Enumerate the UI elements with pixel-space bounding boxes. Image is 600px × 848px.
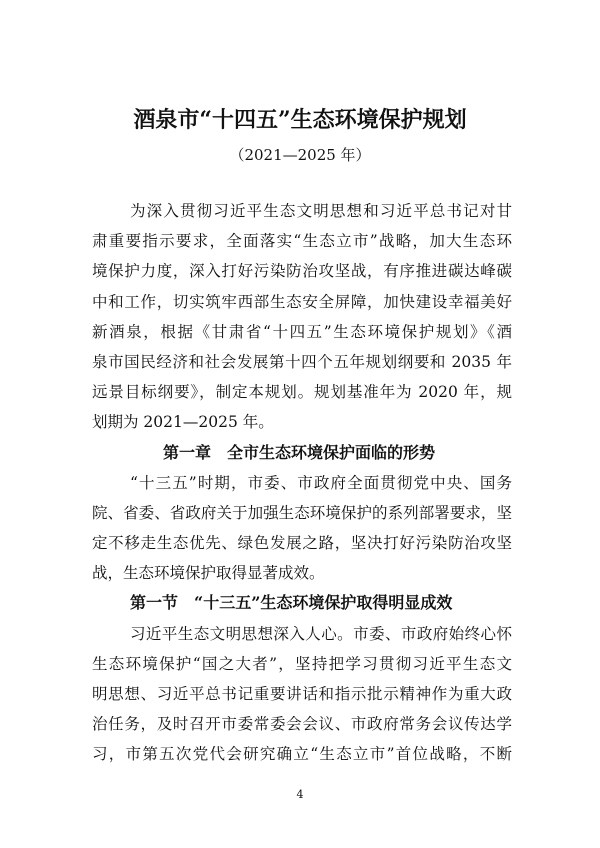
chapter-heading: 第一章 全市生态环境保护面临的形势: [163, 442, 436, 462]
document-subtitle: （2021—2025 年）: [229, 146, 371, 164]
paragraph-line: 新酒泉，根据《甘肃省“十四五”生态环境保护规划》《酒: [92, 322, 512, 341]
paragraph-line: 习近平生态文明思想深入人心。市委、市政府始终心怀: [130, 624, 512, 643]
paragraph-line: 习，市第五次党代会研究确立“生态立市”首位战略，不断: [92, 745, 512, 764]
section-paragraph: [92, 619, 512, 770]
paragraph-line: 院、省委、省政府关于加强生态环境保护的系列部署要求，坚: [92, 503, 512, 522]
paragraph-line: 划期为 2021—2025 年。: [92, 413, 274, 432]
intro-paragraph: [92, 196, 512, 438]
paragraph-line: 定不移走生态优先、绿色发展之路，坚决打好污染防治攻坚: [92, 534, 512, 553]
paragraph-line: 生态环境保护“国之大者”，坚持把学习贯彻习近平生态文: [92, 654, 512, 673]
paragraph-line: 战，生态环境保护取得显著成效。: [92, 564, 325, 583]
document-title: 酒泉市“十四五”生态环境保护规划: [133, 107, 467, 133]
page-number: 4: [296, 788, 304, 801]
paragraph-line: 肃重要指示要求，全面落实“生态立市”战略，加大生态环: [92, 232, 512, 251]
section-heading: 第一节 “十三五”生态环境保护取得明显成效: [130, 593, 453, 613]
paragraph-line: 为深入贯彻习近平生态文明思想和习近平总书记对甘: [130, 202, 512, 220]
paragraph-line: “十三五”时期，市委、市政府全面贯彻党中央、国务: [130, 473, 512, 492]
document-body: [92, 196, 512, 770]
chapter-paragraph: [92, 468, 512, 589]
paragraph-line: 中和工作，切实筑牢西部生态安全屏障，加快建设幸福美好: [92, 292, 512, 311]
paragraph-line: 明思想、习近平总书记重要讲话和指示批示精神作为重大政: [92, 685, 512, 703]
paragraph-line: 泉市国民经济和社会发展第十四个五年规划纲要和 2035 年: [92, 352, 512, 371]
paragraph-line: 境保护力度，深入打好污染防治攻坚战，有序推进碳达峰碳: [92, 262, 512, 281]
paragraph-line: 远景目标纲要》，制定本规划。规划基准年为 2020 年，规: [92, 383, 512, 402]
paragraph-line: 治任务，及时召开市委常委会会议、市政府常务会议传达学: [92, 715, 512, 734]
